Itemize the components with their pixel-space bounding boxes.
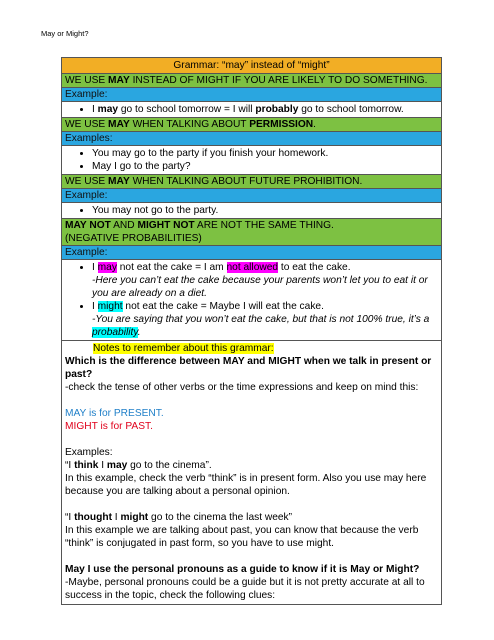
example-label: Example: [62, 189, 441, 203]
example-list [62, 203, 441, 219]
list-item: • You may go to the party if you finish your homework. [92, 147, 438, 160]
examples-label: Examples: [62, 132, 441, 146]
list-item: • I might not eat the cake = Maybe I will eat the cake. -You are saying that you won’t eat the cake, but that is not 100% true, it’s a probability. [92, 300, 438, 339]
document-title: May or Might? [41, 29, 89, 38]
grammar-table [61, 57, 442, 605]
list-item: • May I go to the party? [92, 160, 438, 173]
question: Which is the difference between MAY and MIGHT when we talk in present or past? [65, 356, 432, 380]
present-rule: MAY is for PRESENT. [65, 408, 164, 419]
example-list [62, 102, 441, 118]
example-label: Example: [62, 246, 441, 260]
example-list [62, 146, 441, 175]
list-item: • You may not go to the party. [92, 204, 438, 217]
example-list [62, 260, 441, 341]
rule-may-permission: WE USE MAY WHEN TALKING ABOUT PERMISSION. [62, 118, 441, 132]
rule-may-prohibition: WE USE MAY WHEN TALKING ABOUT FUTURE PROHIBITION. [62, 175, 441, 189]
rule-negative-probabilities: MAY NOT AND MIGHT NOT ARE NOT THE SAME THING. (NEGATIVE PROBABILITIES) [62, 219, 441, 246]
past-rule: MIGHT is for PAST. [65, 421, 153, 432]
example-label: Example: [62, 88, 441, 102]
example-sentence: “I thought I might go to the cinema the last week” [65, 512, 293, 523]
list-item: • I may not eat the cake = I am not allowed to eat the cake. -Here you can’t eat the cake because your parents won’t let you to eat it or you are already on a diet. [92, 261, 438, 300]
question: May I use the personal pronouns as a guide to know if it is May or Might? [65, 564, 420, 575]
list-item: • I may go to school tomorrow = I will probably go to school tomorrow. [92, 103, 438, 116]
example-sentence: “I think I may go to the cinema”. [65, 460, 212, 471]
rule-may-likely: WE USE MAY INSTEAD OF MIGHT IF YOU ARE LIKELY TO DO SOMETHING. [62, 74, 441, 88]
table-header: Grammar: “may” instead of “might” [62, 58, 441, 74]
notes-label: Notes to remember about this grammar: [93, 343, 274, 354]
notes-section: Notes to remember about this grammar: Which is the difference between MAY and MIGHT when we talk in present or past? -check the tense of other verbs or the time expressions and keep on mind this: MAY is for PRESENT. MIGHT is for PAST. Examples: “I think I may go to the cinema”. In this example, check the verb “think” is in present form. Also you use may here because you are talking about a personal opinion. “I thought I might go to the cinema the last week” In this example we are talking about past, you can know that because the verb “think” is conjugated in past form, so you have to use might. May I use the personal pronouns as a guide to know if it is May or Might? -Maybe, personal pronouns could be a guide but it is not pretty accurate at all to success in the topic, check the following clues: [62, 341, 441, 605]
